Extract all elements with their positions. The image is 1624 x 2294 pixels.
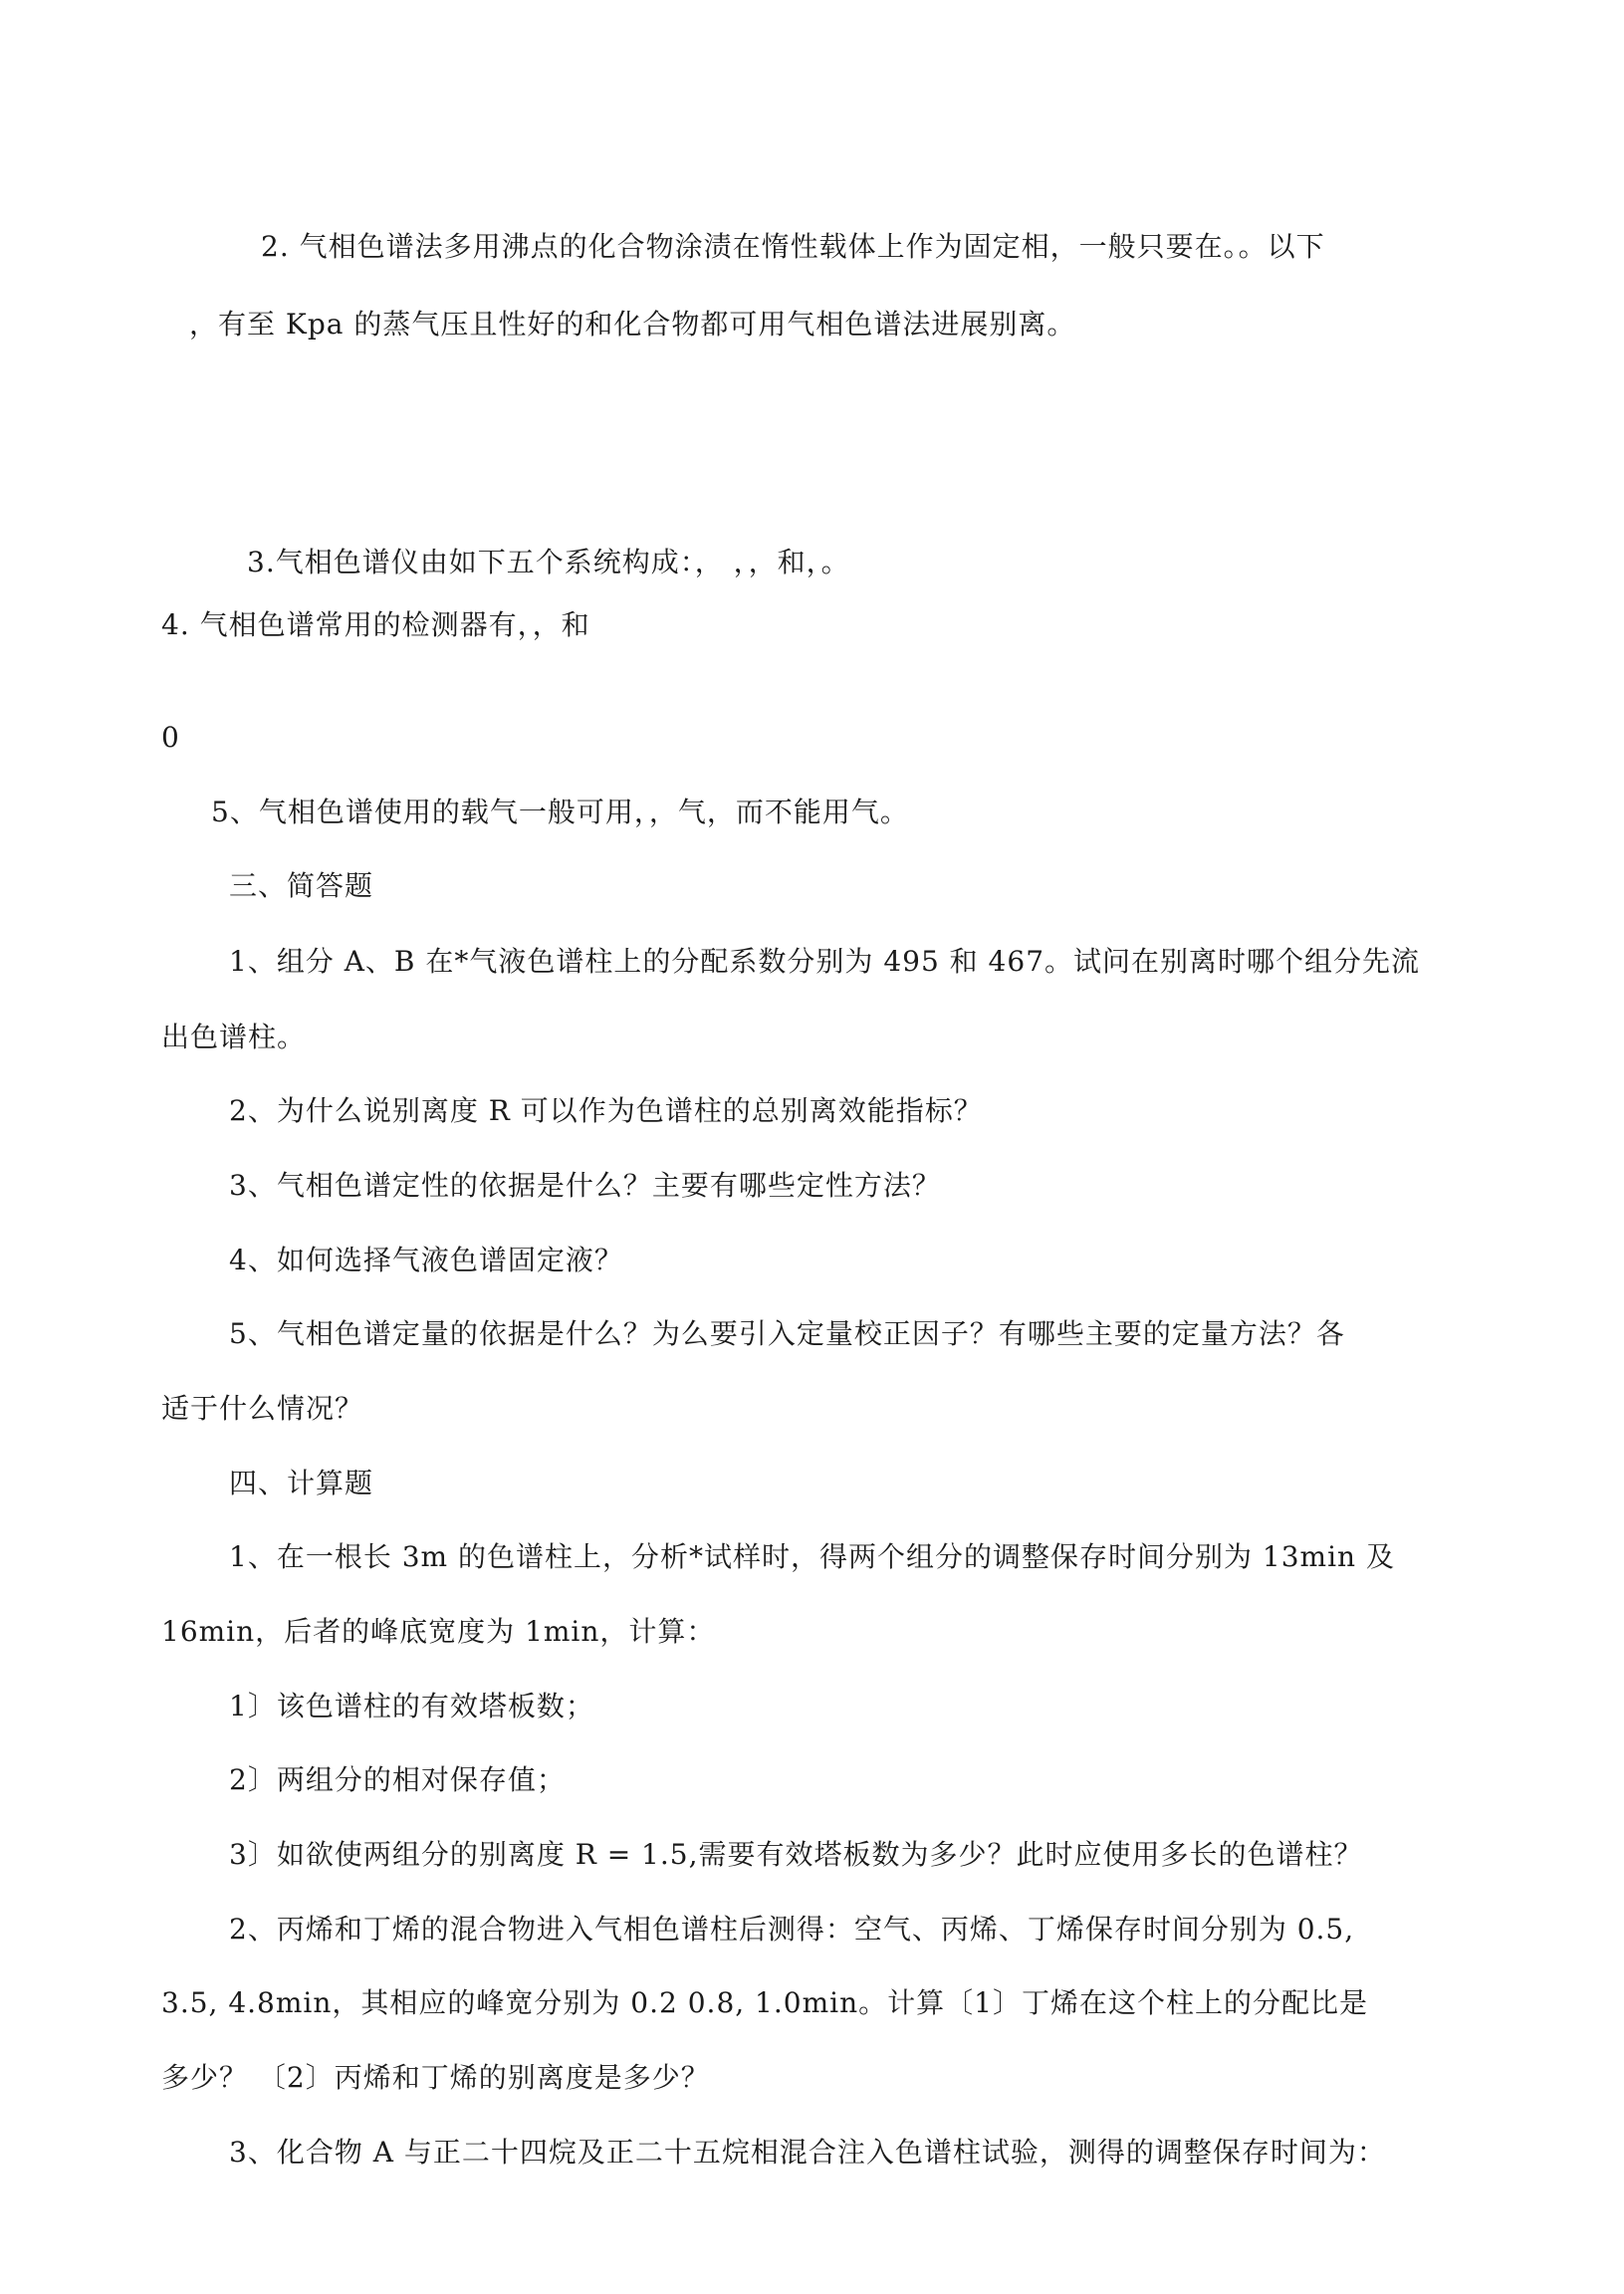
calculation-q1-sub3: 3〕如欲使两组分的别离度 R = 1.5,需要有效塔板数为多少？此时应使用多长的色谱柱？ <box>229 1838 1363 1871</box>
calculation-q1-line1: 1、在一根长 3m 的色谱柱上，分析*试样时，得两个组分的调整保存时间分别为 13min 及 <box>229 1540 1395 1573</box>
short-answer-heading: 三、简答题 <box>229 869 374 902</box>
calculation-q1-line2: 16min，后者的峰底宽度为 1min，计算： <box>161 1615 716 1648</box>
fill-in-q2-line1: 2. 气相色谱法多用沸点的化合物涂渍在惰性载体上作为固定相，一般只要在。。以下 <box>261 230 1325 263</box>
calculation-q2-line3: 多少？ 〔2〕丙烯和丁烯的别离度是多少？ <box>161 2061 710 2094</box>
short-answer-q4: 4、如何选择气液色谱固定液？ <box>229 1244 623 1276</box>
fill-in-q3: 3.气相色谱仪由如下五个系统构成：， ，，和，。 <box>247 546 850 578</box>
calculation-q1-sub1: 1〕该色谱柱的有效塔板数； <box>229 1690 594 1722</box>
fill-in-q4-line2: 0 <box>161 721 180 754</box>
short-answer-q1-line2: 出色谱柱。 <box>161 1021 307 1053</box>
short-answer-q5-line1: 5、气相色谱定量的依据是什么？为么要引入定量校正因子？有哪些主要的定量方法？各 <box>229 1317 1345 1350</box>
short-answer-q1-line1: 1、组分 A、B 在*气液色谱柱上的分配系数分别为 495 和 467。试问在别离时哪个组分先流 <box>229 945 1421 978</box>
fill-in-q2-line2: ，有至 Kpa 的蒸气压且性好的和化合物都可用气相色谱法进展别离。 <box>189 308 1076 341</box>
fill-in-q4-line1: 4. 气相色谱常用的检测器有，，和 <box>161 608 590 641</box>
short-answer-q3: 3、气相色谱定性的依据是什么？主要有哪些定性方法？ <box>229 1169 941 1202</box>
calculation-q3-line1: 3、化合物 A 与正二十四烷及正二十五烷相混合注入色谱柱试验，测得的调整保存时间为： <box>229 2136 1386 2169</box>
short-answer-q5-line2: 适于什么情况？ <box>161 1392 364 1425</box>
calculation-q1-sub2: 2〕两组分的相对保存值； <box>229 1763 566 1796</box>
fill-in-q5: 5、气相色谱使用的载气一般可用，，气，而不能用气。 <box>211 796 909 828</box>
calculation-heading: 四、计算题 <box>229 1467 374 1499</box>
calculation-q2-line1: 2、丙烯和丁烯的混合物进入气相色谱柱后测得：空气、丙烯、丁烯保存时间分别为 0.5, <box>229 1913 1355 1946</box>
calculation-q2-line2: 3.5, 4.8min，其相应的峰宽分别为 0.2 0.8, 1.0min。计算〔1〕丁烯在这个柱上的分配比是 <box>161 1986 1368 2019</box>
short-answer-q2: 2、为什么说别离度 R 可以作为色谱柱的总别离效能指标？ <box>229 1094 983 1127</box>
